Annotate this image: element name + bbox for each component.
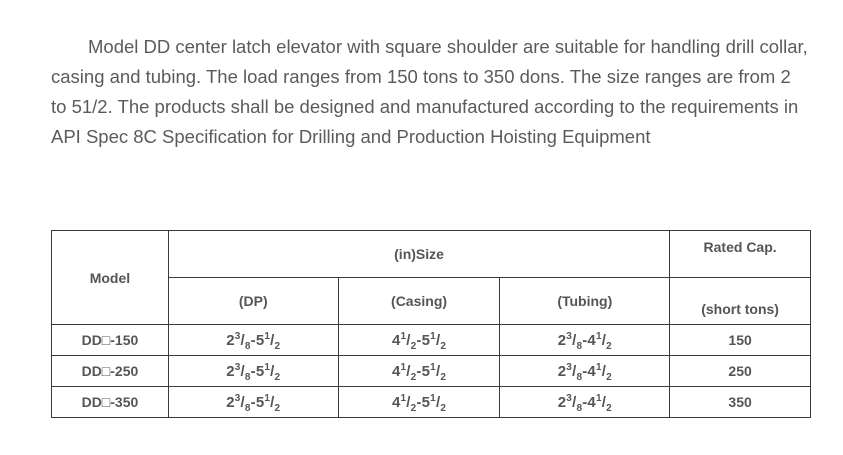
- fraction-numerator: 1: [595, 392, 602, 404]
- fraction-whole: 2: [226, 393, 235, 411]
- fraction-slash: /: [270, 393, 275, 411]
- fraction-slash: /: [270, 362, 275, 380]
- fraction-numerator: 1: [264, 330, 271, 342]
- table-row: [52, 356, 811, 387]
- fraction-whole: 2: [557, 362, 567, 380]
- fraction-numerator: 1: [264, 361, 271, 373]
- fraction-slash: /: [601, 393, 607, 411]
- fraction-denominator: 2: [606, 371, 612, 383]
- fraction-whole: 5: [421, 362, 431, 380]
- fraction-numerator: 1: [430, 392, 436, 404]
- fraction-numerator: 1: [400, 361, 407, 373]
- fraction-numerator: 1: [430, 330, 436, 342]
- fraction-slash: /: [435, 331, 441, 349]
- range-separator: -: [582, 362, 588, 380]
- elevator-spec-table: [51, 230, 811, 418]
- intro-text: Model DD center latch elevator with square shoulder are suitable for handling drill collar, casing and tubing. The load ranges from 150 tons to 350 dons. The size ranges are from 2 to 51/2. The products shall be designed and manufactured according to the requirements in API Spec 8C Specification for Drilling and Production Hoisting Equipment: [51, 36, 808, 147]
- model-cell: DD□-150: [52, 325, 169, 356]
- short-tons-header: (short tons): [670, 278, 811, 325]
- fraction-slash: /: [435, 362, 441, 380]
- fraction-denominator: 2: [440, 340, 447, 352]
- fraction-slash: /: [601, 362, 607, 380]
- tubing-header: (Tubing): [500, 278, 670, 325]
- fraction-denominator: 2: [274, 340, 281, 352]
- fraction-slash: /: [240, 393, 245, 411]
- fraction-whole: 4: [391, 362, 401, 380]
- fraction-slash: /: [572, 331, 577, 349]
- fraction-numerator: 1: [400, 392, 407, 404]
- fraction-denominator: 2: [274, 402, 281, 414]
- range-separator: -: [416, 331, 422, 349]
- fraction-denominator: 8: [244, 340, 251, 352]
- fraction-slash: /: [406, 362, 411, 380]
- tubing-size-cell: [500, 387, 670, 418]
- fraction-denominator: 2: [440, 371, 447, 383]
- rated-cap-cell: 150: [670, 325, 811, 356]
- fraction-whole: 2: [557, 331, 567, 349]
- size-group-header: (in)Size: [168, 231, 669, 278]
- fraction-numerator: 3: [234, 361, 241, 373]
- fraction-whole: 4: [587, 331, 596, 349]
- casing-size-cell: [338, 325, 500, 356]
- fraction-numerator: 3: [234, 330, 241, 342]
- fraction-denominator: 2: [606, 402, 612, 414]
- fraction-numerator: 1: [595, 361, 602, 373]
- casing-size-cell: [338, 356, 500, 387]
- dp-header: (DP): [168, 278, 338, 325]
- table-row: [52, 387, 811, 418]
- fraction-denominator: 8: [244, 371, 251, 383]
- fraction-whole: 5: [421, 331, 431, 349]
- fraction-slash: /: [406, 393, 411, 411]
- dp-size-cell: [168, 325, 338, 356]
- fraction-slash: /: [435, 393, 441, 411]
- fraction-denominator: 2: [274, 371, 281, 383]
- fraction-denominator: 2: [440, 402, 447, 414]
- fraction-slash: /: [572, 362, 577, 380]
- range-separator: -: [582, 393, 588, 411]
- casing-header: (Casing): [338, 278, 500, 325]
- fraction-numerator: 3: [566, 392, 573, 404]
- tubing-size-cell: [500, 356, 670, 387]
- tubing-size-cell: [500, 325, 670, 356]
- table-header-row: [52, 231, 811, 278]
- fraction-denominator: 2: [606, 340, 612, 352]
- model-cell: DD□-250: [52, 356, 169, 387]
- fraction-numerator: 3: [566, 330, 573, 342]
- fraction-whole: 2: [557, 393, 567, 411]
- fraction-numerator: 1: [595, 330, 602, 342]
- fraction-denominator: 2: [410, 402, 417, 414]
- fraction-denominator: 8: [576, 340, 583, 352]
- fraction-whole: 4: [391, 393, 401, 411]
- fraction-denominator: 8: [244, 402, 251, 414]
- model-cell: DD□-350: [52, 387, 169, 418]
- range-separator: -: [416, 393, 422, 411]
- fraction-numerator: 1: [264, 392, 271, 404]
- fraction-slash: /: [601, 331, 607, 349]
- fraction-whole: 5: [255, 393, 265, 411]
- fraction-numerator: 3: [234, 392, 241, 404]
- fraction-denominator: 2: [410, 340, 417, 352]
- fraction-denominator: 8: [576, 402, 583, 414]
- dp-size-cell: [168, 356, 338, 387]
- fraction-whole: 5: [255, 331, 265, 349]
- range-separator: -: [416, 362, 422, 380]
- fraction-slash: /: [572, 393, 577, 411]
- table-row: [52, 325, 811, 356]
- range-separator: -: [250, 393, 256, 411]
- fraction-whole: 4: [391, 331, 401, 349]
- fraction-slash: /: [406, 331, 411, 349]
- fraction-whole: 4: [587, 393, 596, 411]
- dp-size-cell: [168, 387, 338, 418]
- intro-paragraph: [51, 32, 811, 152]
- model-header: Model: [52, 231, 169, 325]
- range-separator: -: [250, 331, 256, 349]
- fraction-denominator: 2: [410, 371, 417, 383]
- fraction-whole: 2: [226, 362, 235, 380]
- rated-cap-cell: 350: [670, 387, 811, 418]
- fraction-numerator: 3: [566, 361, 573, 373]
- fraction-whole: 5: [255, 362, 265, 380]
- rated-cap-header: Rated Cap.: [670, 231, 811, 278]
- fraction-slash: /: [240, 362, 245, 380]
- range-separator: -: [582, 331, 588, 349]
- fraction-denominator: 8: [576, 371, 583, 383]
- fraction-slash: /: [240, 331, 245, 349]
- casing-size-cell: [338, 387, 500, 418]
- fraction-slash: /: [270, 331, 275, 349]
- fraction-whole: 4: [587, 362, 596, 380]
- fraction-numerator: 1: [400, 330, 407, 342]
- fraction-numerator: 1: [430, 361, 436, 373]
- fraction-whole: 5: [421, 393, 431, 411]
- rated-cap-cell: 250: [670, 356, 811, 387]
- range-separator: -: [250, 362, 256, 380]
- fraction-whole: 2: [226, 331, 235, 349]
